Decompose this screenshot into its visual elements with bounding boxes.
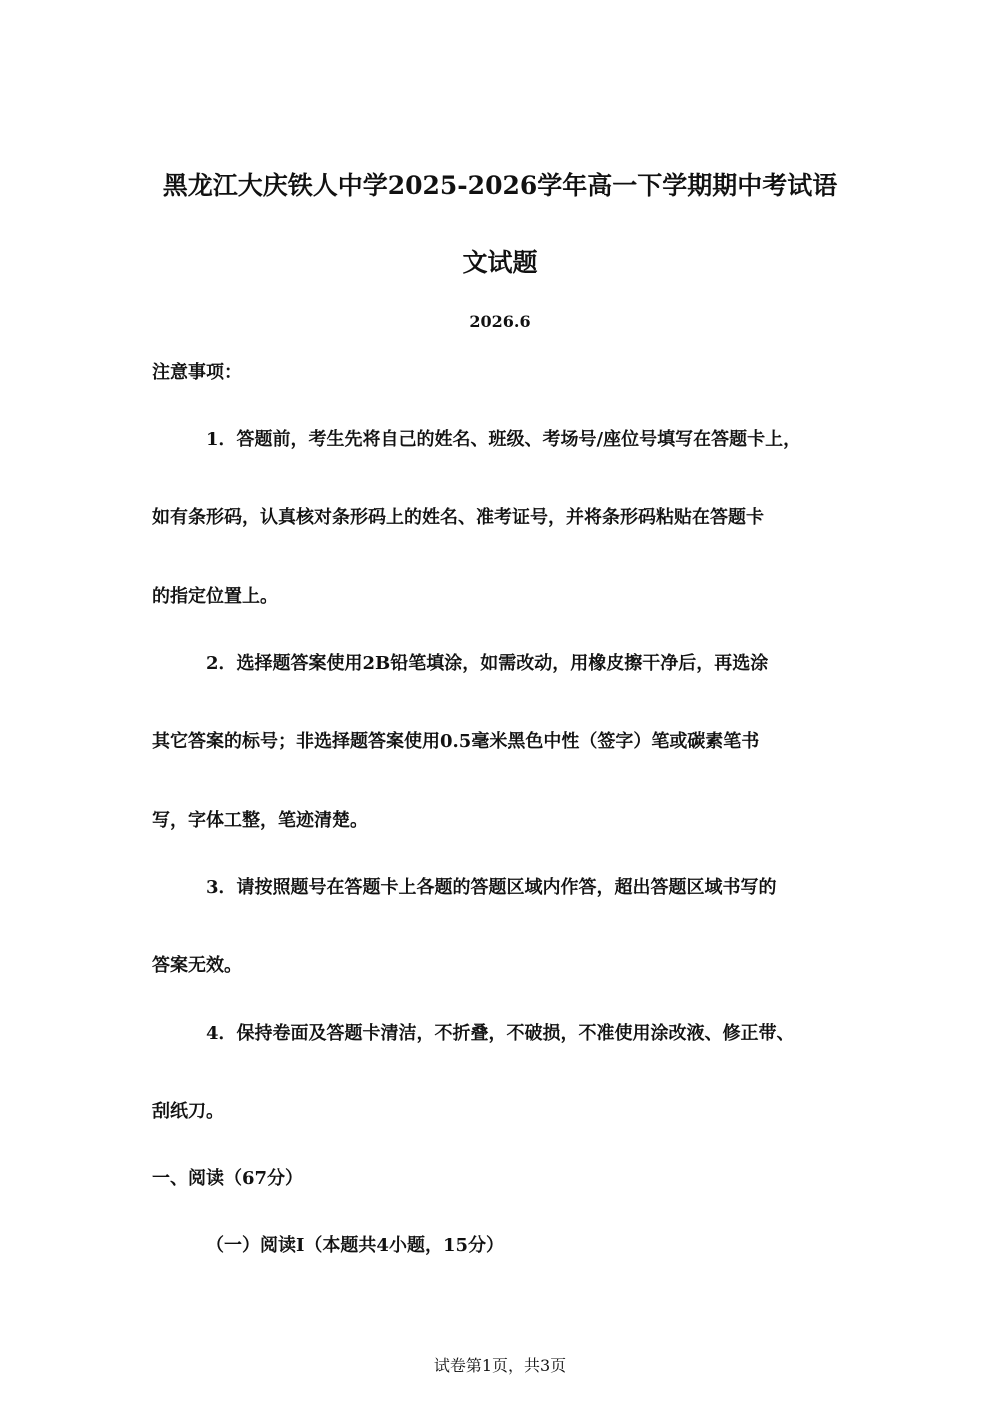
notice-item-4-line-2: 刮纸刀。 (152, 1101, 224, 1122)
exam-title-line1: 黑龙江大庆铁人中学2025-2026学年高一下学期期中考试语 (162, 171, 838, 200)
notice-item-1-line-3: 的指定位置上。 (152, 586, 278, 607)
page-footer: 试卷第1页，共3页 (433, 1356, 567, 1375)
notice-item-1-line-2: 如有条形码，认真核对条形码上的姓名、准考证号，并将条形码粘贴在答题卡 (152, 507, 764, 528)
exam-title-line2: 文试题 (462, 248, 538, 277)
notice-item-2-line-3: 写，字体工整，笔迹清楚。 (152, 810, 368, 831)
notice-item-1-line-1: 1．答题前，考生先将自己的姓名、班级、考场号/座位号填写在答题卡上， (206, 429, 802, 450)
section-heading-reading: 一、阅读（67分） (152, 1168, 304, 1189)
notice-item-3-line-2: 答案无效。 (152, 955, 242, 976)
notice-item-4-line-1: 4．保持卷面及答题卡清洁，不折叠，不破损，不准使用涂改液、修正带、 (206, 1023, 795, 1044)
notice-item-2-line-1: 2．选择题答案使用2B铅笔填涂，如需改动，用橡皮擦干净后，再选涂 (206, 653, 769, 674)
notice-heading: 注意事项： (152, 362, 242, 383)
exam-date: 2026.6 (469, 312, 531, 331)
subsection-heading-reading-1: （一）阅读I（本题共4小题，15分） (206, 1235, 504, 1256)
notice-item-2-line-2: 其它答案的标号；非选择题答案使用0.5毫米黑色中性（签字）笔或碳素笔书 (152, 731, 760, 752)
notice-item-3-line-1: 3．请按照题号在答题卡上各题的答题区域内作答，超出答题区域书写的 (206, 877, 777, 898)
